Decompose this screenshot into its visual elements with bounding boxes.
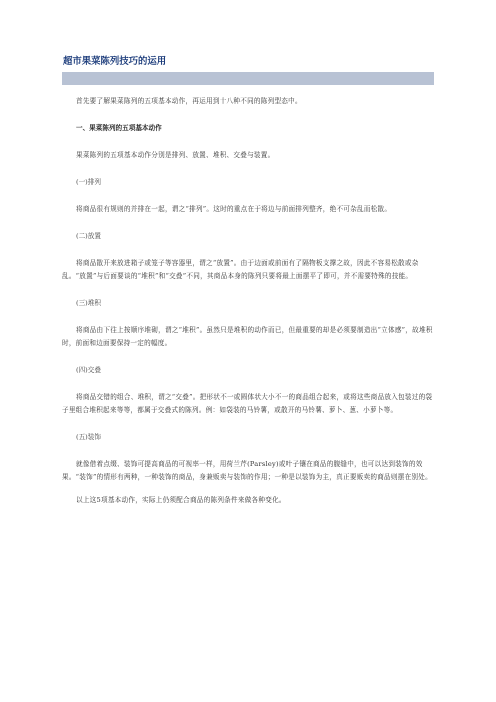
item-text-overlap: 将商品交错的组合、堆积，谓之“交叠”。把形状不一或圆体状大小不一的商品组合起来，或将这些商品放入包装过的袋子里组合堆积起来等等，都属于交叠式的陈列。例：如袋装的马铃薯，或散开的马铃薯、萝卜、葱、小萝卜等。: [62, 393, 433, 414]
item-text-place: 将商品散开来放进箱子或笼子等容器里，谓之“放置”。由于边面或前面有了隔物板支撑之故，因此不容易松散或杂乱。“放置”与后面要谈的“堆积”和“交叠”不同，其商品本身的陈列只要将最上面摆平了即可，并不需要特殊的技能。: [62, 259, 419, 280]
item-text-arrange: 将商品很有规则的并排在一起，谓之“排列”。这时的重点在于将边与前面排列整齐，绝不可杂乱而松散。: [76, 205, 392, 213]
item-text-stack: 将商品由下往上按顺序堆砌，谓之“堆积”。虽然只是堆积的动作而已，但最重要的却是必须要制造出“立体感”，故堆积时，前面和边面要保持一定的幅度。: [62, 326, 433, 347]
closing-paragraph: 以上这5项基本动作，实际上仍须配合商品的陈列条件来做各种变化。: [76, 496, 286, 504]
item-label-overlap: (四)交叠: [76, 366, 101, 374]
item-label-arrange: (一)排列: [76, 178, 101, 186]
item-label-place: (二)放置: [76, 232, 101, 240]
item-label-decorate: (五)装饰: [76, 433, 101, 441]
title-underline-bar: [62, 72, 434, 85]
item-text-decorate: 就像借着点缀、装饰可提高商品的可视率一样，用荷兰芹(Parsley)或叶子镶在商品的腹缝中，也可以达到装饰的效果。“装饰”的情形有两种，一种装饰的商品，身兼贩卖与装饰的作用；一种是以装饰为主，真正要贩卖的商品则摆在别处。: [62, 460, 432, 481]
intro-paragraph: 首先要了解果菜陈列的五项基本动作，再运用到十八种不同的陈列型态中。: [76, 97, 302, 105]
section-heading: 一、果菜陈列的五项基本动作: [76, 124, 162, 132]
section-intro-paragraph: 果菜陈列的五项基本动作分别是排列、放置、堆积、交叠与装置。: [76, 151, 275, 159]
document-title: 超市果菜陈列技巧的运用: [63, 56, 167, 67]
item-label-stack: (三)堆积: [76, 299, 101, 307]
document-page: [62, 55, 434, 507]
